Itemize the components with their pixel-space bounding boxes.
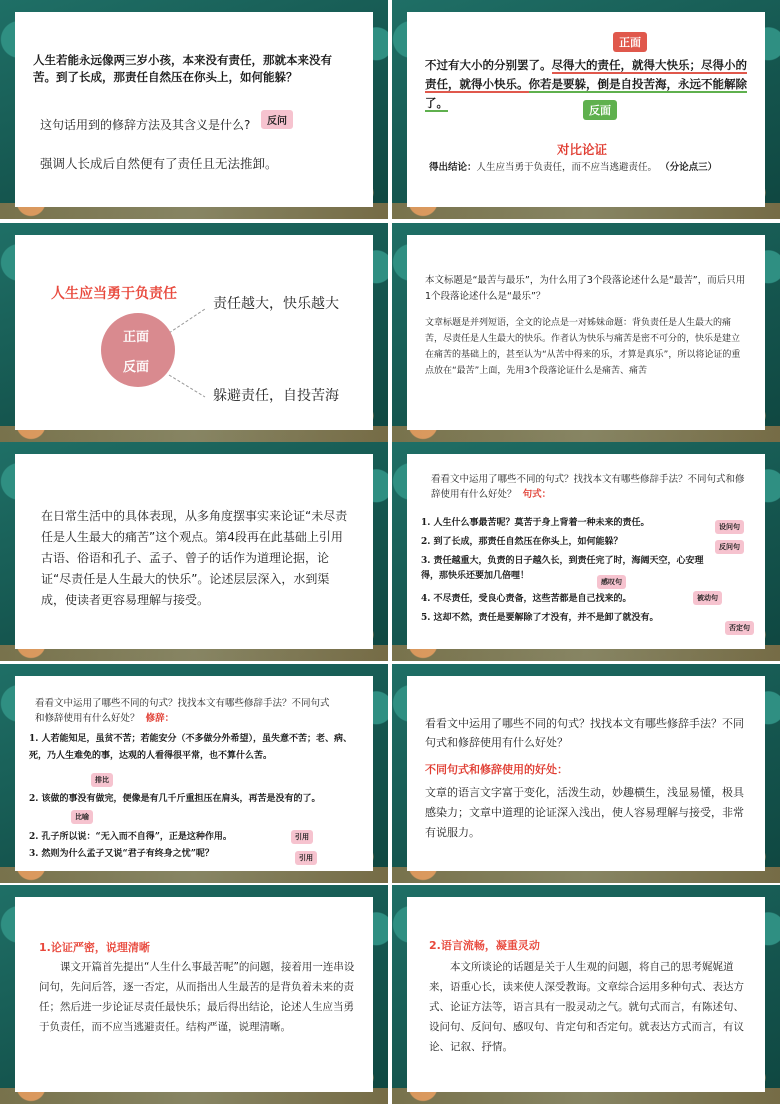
- section-label: 句式：: [522, 489, 552, 500]
- question-text: 这句话用到的修辞方法及其含义是什么?: [40, 118, 251, 132]
- sentence-item-3: 3. 责任越重大，负责的日子越久长，到责任完了时，海阔天空，心安理得，那快乐还要加几倍哩！: [421, 556, 704, 581]
- branch-negative: 躲避责任，自投苦海: [213, 388, 339, 404]
- mind-map-circle: [101, 313, 175, 387]
- sentence-item-2: 2. 到了长成，那责任自然压在你头上，如何能躲？: [421, 537, 623, 547]
- slide-3[interactable]: [0, 223, 388, 442]
- slide-3-card: [15, 235, 373, 430]
- tag-sheyi: 设问句: [715, 520, 744, 534]
- method-heading: 对比论证: [557, 142, 608, 157]
- rhetoric-item-4: 3. 然则为什么孟子又说“君子有终身之忧”呢？: [29, 849, 214, 859]
- benefit-answer: 文章的语言文字富于变化，活泼生动，妙趣横生，浅显易懂，极具感染力；文章中道理的论证深入浅出，使人容易理解与接受，非常有说服力。: [425, 786, 744, 839]
- feature-text-1: 课文开篇首先提出“人生什么事最苦呢”的问题，接着用一连串设问句，先问后答，逐一否定，从而指出人生最苦的是背负着未来的责任；然后进一步论证尽责任最快乐；最后得出结论，论述人生应当勇于负责任，而不应当逃避责任。结构严谨，说理清晰。: [39, 961, 355, 1033]
- passage-line-2: 尽得大的责任，就得大快乐；尽得小的责任，就得小快乐。: [425, 58, 747, 91]
- quote-text: 人生若能永远像两三岁小孩，本来没有责任，那就本来没有苦。到了长成，那责任自然压在你头上，如何能躲？: [33, 53, 332, 84]
- slide-9[interactable]: [0, 885, 388, 1104]
- rhetoric-tag: 反问: [261, 110, 293, 129]
- slide-4[interactable]: [392, 223, 780, 442]
- argument-text: 在日常生活中的具体表现，从多角度摆事实来论证“未尽责任是人生最大的痛苦”这个观点。第4段再在此基础上引用古语、俗语和孔子、孟子、曾子的话作为道理论据，论证“尽责任是人生最大的快乐”。论述层层深入，水到渠成，使读者更容易理解与接受。: [41, 509, 348, 607]
- sub-argument-note: （分论点三）: [660, 162, 718, 173]
- rhetoric-item-2: 2. 该做的事没有做完，便像是有几千斤重担压在肩头，再苦是没有的了。: [29, 794, 321, 804]
- feature-heading-2: 2.语言流畅，凝重灵动: [429, 939, 540, 952]
- slide-10[interactable]: [392, 885, 780, 1104]
- slide-7-card: [15, 676, 373, 871]
- slide-7[interactable]: [0, 664, 388, 883]
- answer-text: 强调人长成后自然便有了责任且无法推卸。: [40, 156, 278, 171]
- sentence-item-5: 5. 这却不然，责任是要解除了才没有，并不是卸了就没有。: [421, 613, 659, 623]
- fan-tag: 反面: [583, 100, 617, 120]
- passage-line-1: 不过有大小的分别罢了。: [425, 58, 552, 72]
- conclusion-text: 人生应当勇于负责任，而不应当逃避责任。: [476, 162, 658, 173]
- slide-5-card: [15, 454, 373, 649]
- circle-label-zheng: 正面: [123, 330, 150, 345]
- slide-9-card: [15, 897, 373, 1092]
- title-question: 本文标题是“最苦与最乐”，为什么用了3个段落论述什么是“最苦”，而后只用1个段落论述什么是“最乐”？: [425, 275, 746, 302]
- slide-2[interactable]: [392, 0, 780, 219]
- tag-paibi: 排比: [91, 773, 113, 787]
- rhetoric-question: [35, 696, 331, 726]
- circle-label-fan: 反面: [123, 360, 150, 375]
- slide-6-card: [407, 454, 765, 649]
- conclusion-label: 得出结论：: [429, 162, 477, 173]
- slide-5[interactable]: [0, 442, 388, 661]
- slide-8[interactable]: [392, 664, 780, 883]
- tag-gantan: 感叹句: [597, 575, 626, 589]
- sentence-question: [431, 472, 751, 502]
- zheng-tag: 正面: [613, 32, 647, 52]
- tag-beidong: 被动句: [693, 591, 722, 605]
- tag-yinyong-2: 引用: [295, 851, 317, 865]
- slide-10-card: [407, 897, 765, 1092]
- sentence-item-4: 4. 不尽责任，受良心责备，这些苦都是自己找来的。: [421, 594, 632, 604]
- tag-fouding: 否定句: [725, 621, 754, 635]
- conclusion-line: [429, 159, 717, 173]
- feature-heading-1: 1.论证严密，说理清晰: [39, 941, 150, 954]
- title-answer: 文章标题是并列短语，全文的论点是一对姊妹命题：背负责任是人生最大的痛苦，尽责任是人生最大的快乐。作者认为快乐与痛苦是密不可分的，快乐是建立在痛苦的基础上的，甚至认为“从苦中得来的乐，才算是真乐”，所以将论证的重点放在“最苦”上面，先用3个段落论证什么是痛苦、痛苦: [425, 318, 741, 376]
- benefit-heading: 不同句式和修辞使用的好处：: [425, 763, 568, 776]
- benefit-question: 看看文中运用了哪些不同的句式？找找本文有哪些修辞手法？不同句式和修辞使用有什么好处？: [425, 717, 744, 749]
- slide-6[interactable]: [392, 442, 780, 661]
- tag-biyu: 比喻: [71, 810, 93, 824]
- mind-map-title: 人生应当勇于负责任: [51, 286, 177, 302]
- section-label: 修辞：: [145, 713, 175, 724]
- question-text: 看看文中运用了哪些不同的句式？找找本文有哪些修辞手法？不同句式和修辞使用有什么好处？: [35, 698, 330, 724]
- slide-1[interactable]: [0, 0, 388, 219]
- question-text: 看看文中运用了哪些不同的句式？找找本文有哪些修辞手法？不同句式和修辞使用有什么好处？: [431, 474, 745, 500]
- slide-4-card: [407, 235, 765, 430]
- sentence-item-1: 1. 人生什么事最苦呢？莫苦于身上背着一种未来的责任。: [421, 518, 650, 528]
- tag-fanwen: 反问句: [715, 540, 744, 554]
- feature-text-2: 本文所谈论的话题是关于人生观的问题，将自己的思考娓娓道来，语重心长，读来使人深受教诲。文章综合运用多种句式、表达方式、论证方法等，语言具有一股灵动之气。就句式而言，有陈述句、设问句、反问句、感叹句、肯定句和否定句。就表达方式而言，有议论、记叙、抒情。: [429, 961, 744, 1053]
- tag-yinyong-1: 引用: [291, 830, 313, 844]
- rhetoric-item-1: 1. 人若能知足，虽贫不苦；若能安分（不多做分外希望），虽失意不苦；老、病、死，乃人生难免的事，达观的人看得很平常，也不算什么苦。: [29, 734, 353, 761]
- branch-positive: 责任越大，快乐越大: [213, 296, 339, 312]
- passage-line-3: 你若是要躲，倒是自投苦海，永远不能解除了。: [425, 77, 747, 110]
- rhetoric-item-3: 2. 孔子所以说：“无入而不自得”，正是这种作用。: [29, 832, 232, 842]
- slide-1-card: [15, 12, 373, 207]
- slide-2-card: [407, 12, 765, 207]
- slide-8-card: [407, 676, 765, 871]
